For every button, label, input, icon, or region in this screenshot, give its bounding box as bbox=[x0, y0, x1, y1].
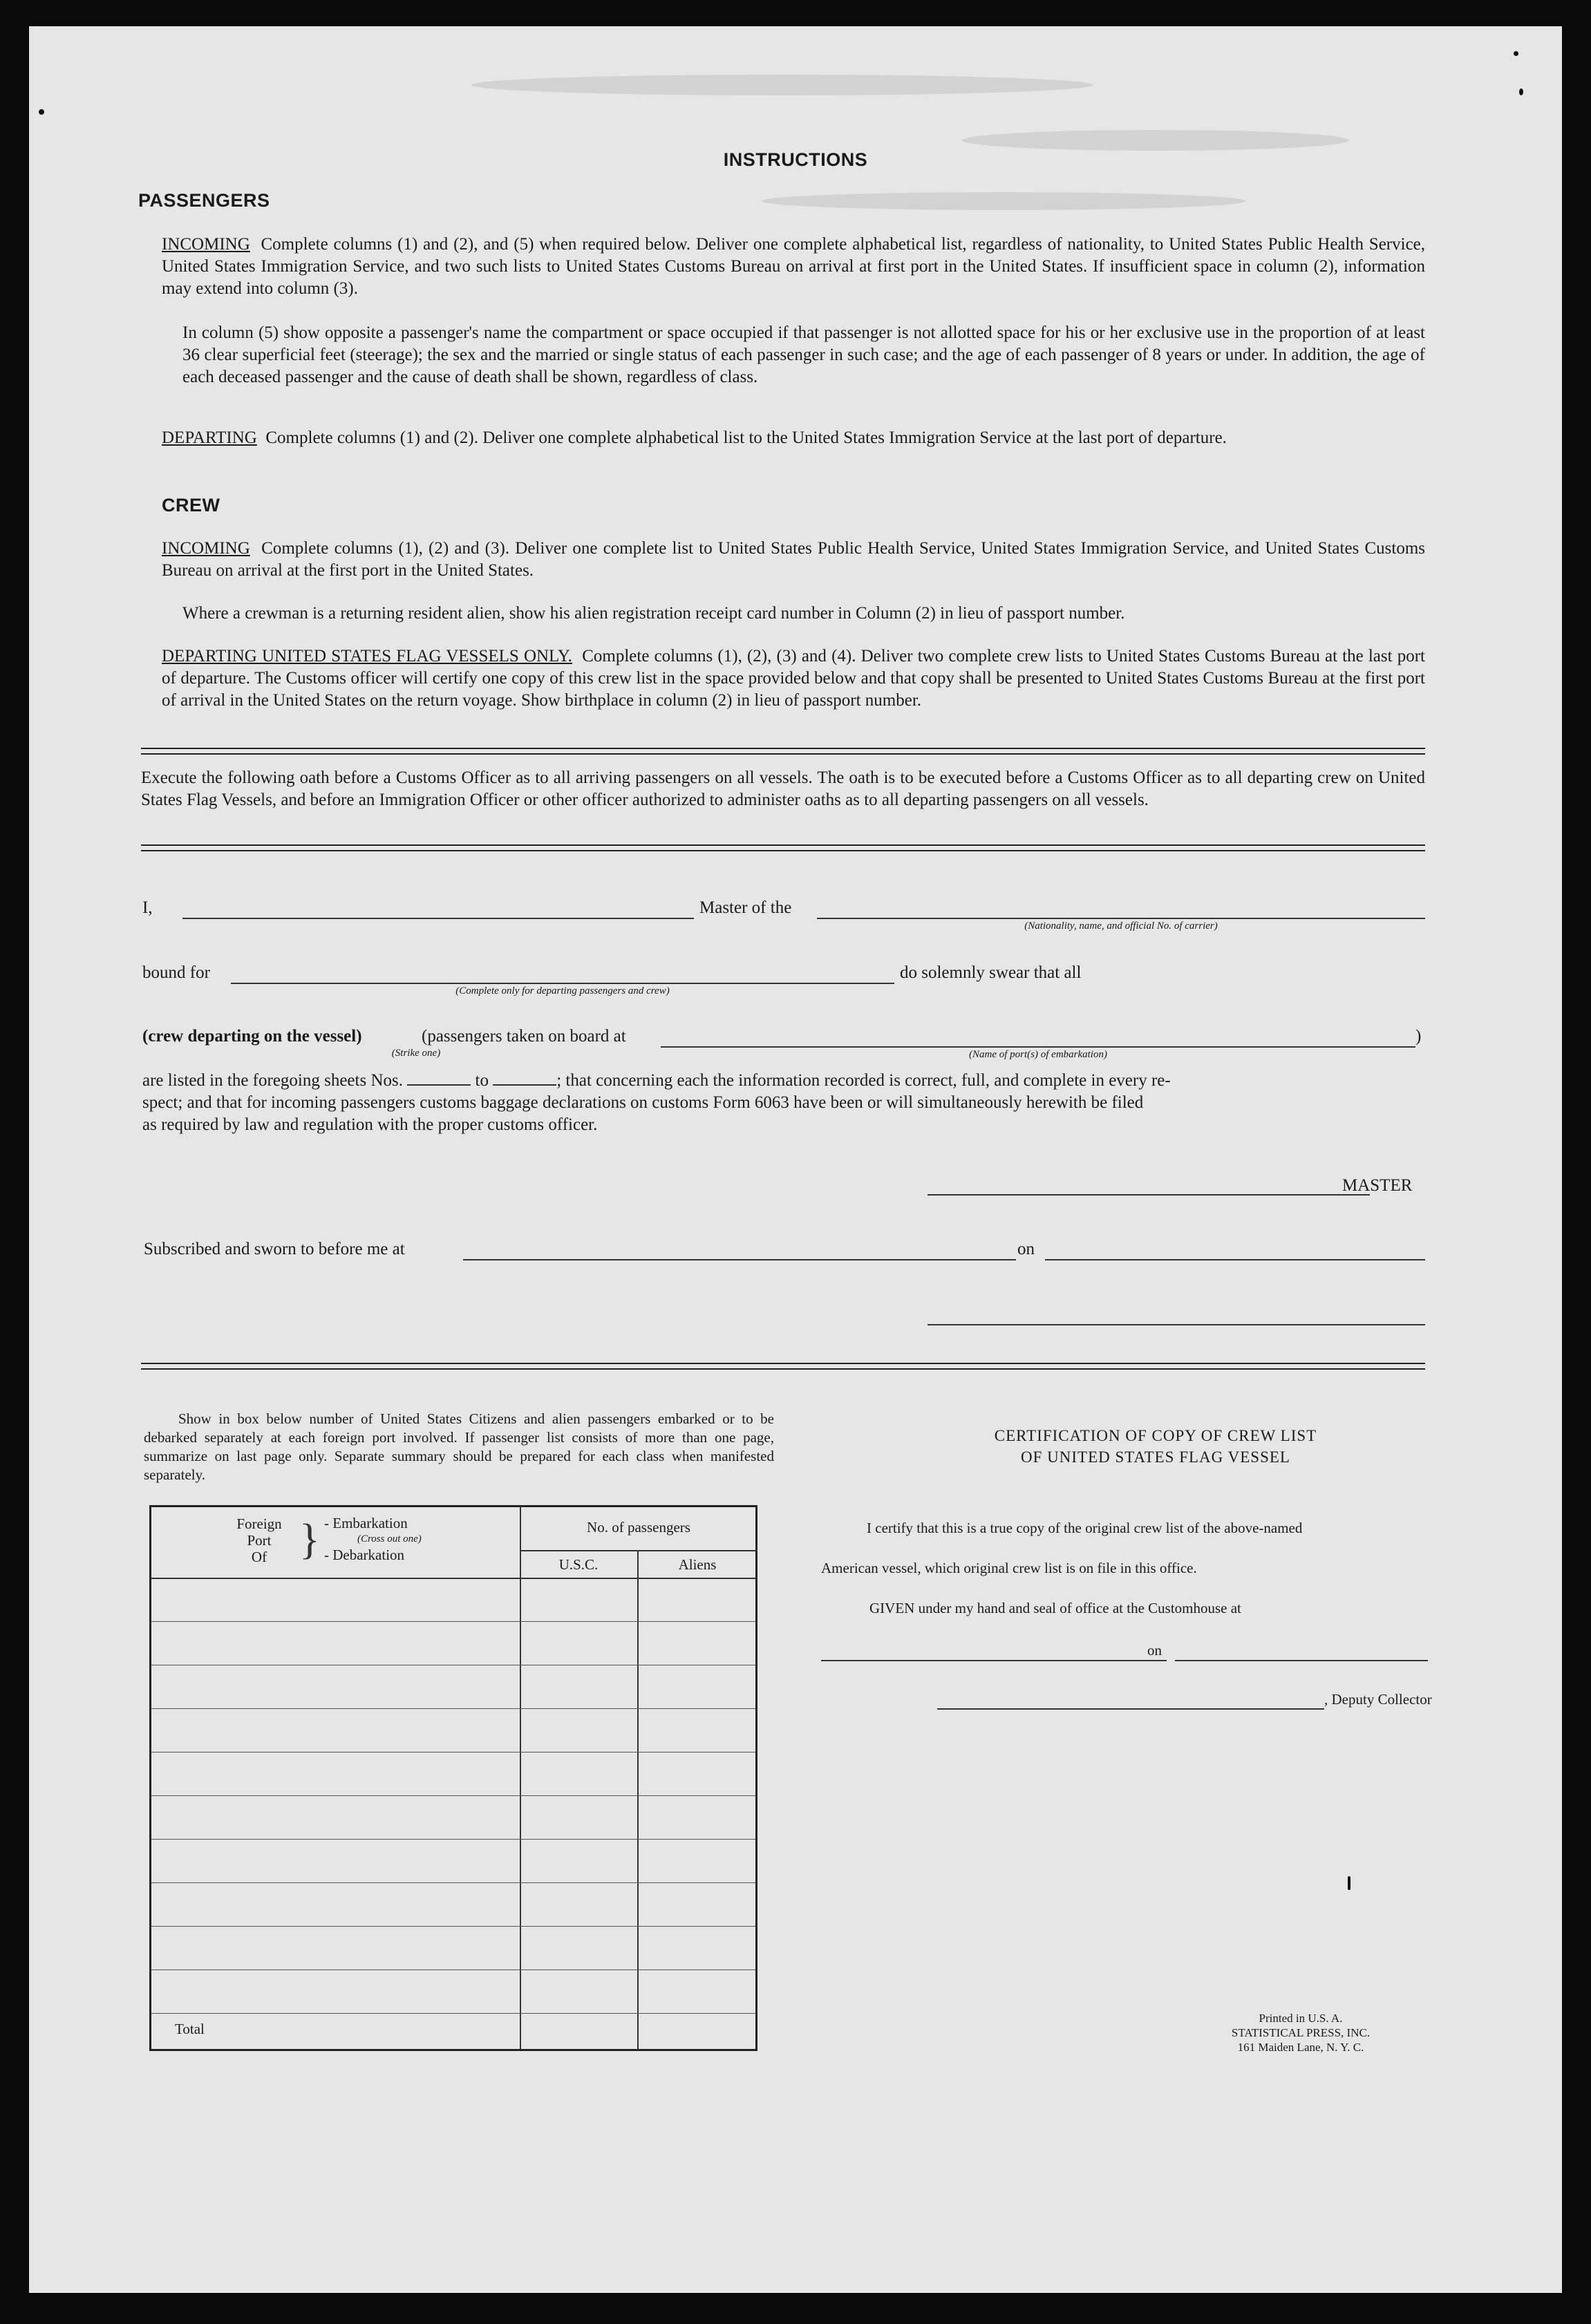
oath-listed-text bbox=[142, 1070, 1427, 1136]
listed-rest-3: as required by law and regulation with the proper customs officer. bbox=[142, 1115, 598, 1134]
passengers-departing-label: DEPARTING bbox=[162, 428, 257, 447]
table-column-divider bbox=[520, 1507, 521, 2049]
table-row[interactable] bbox=[151, 1926, 755, 1927]
bound-for-label: bound for bbox=[142, 963, 210, 982]
sworn-at-field[interactable] bbox=[463, 1259, 1016, 1260]
table-row[interactable] bbox=[151, 1752, 755, 1753]
passengers-column5-instruction: In column (5) show opposite a passenger's name the compartment or space occupied if that passenger is not allotted space for his or her exclusive use in the proportion of at least 36 clear superficial feet (steerage); the sex and the married or single status of each passenger in such case; and the age of each passenger of 8 years or under. In addition, the age of each deceased passenger and the cause of death shall be shown, regardless of class. bbox=[182, 323, 1425, 386]
given-line: GIVEN under my hand and seal of office at the Customhouse at bbox=[869, 1600, 1241, 1616]
crew-incoming-text: Complete columns (1), (2) and (3). Deliver one complete list to United States Public Health Service, United States Immigration Service, and United States Customs Bureau on arrival at the first port in the United States. bbox=[162, 539, 1426, 580]
cross-out-hint: (Cross out one) bbox=[357, 1533, 422, 1544]
certification-title bbox=[838, 1425, 1474, 1468]
port-label: Port bbox=[247, 1532, 272, 1549]
total-label: Total bbox=[175, 2021, 205, 2037]
printer-line-1: Printed in U.S. A. bbox=[1259, 2012, 1343, 2025]
on-label: on bbox=[1017, 1240, 1035, 1258]
passengers-heading: PASSENGERS bbox=[138, 190, 270, 211]
certification-on-label: on bbox=[1147, 1642, 1162, 1659]
carrier-hint: (Nationality, name, and official No. of carrier) bbox=[1024, 920, 1218, 932]
crew-incoming-label: INCOMING bbox=[162, 539, 250, 558]
sworn-date-field[interactable] bbox=[1045, 1259, 1425, 1260]
embarkation-option[interactable]: - Embarkation bbox=[324, 1515, 408, 1531]
no-of-passengers-header: No. of passengers bbox=[587, 1519, 690, 1536]
master-of-the-label: Master of the bbox=[699, 898, 792, 917]
passengers-incoming-label: INCOMING bbox=[162, 235, 250, 254]
table-column-divider bbox=[637, 1551, 639, 2049]
crew-departing-option[interactable] bbox=[142, 1027, 362, 1046]
table-header-bottom bbox=[151, 1578, 755, 1579]
swear-label: do solemnly swear that all bbox=[900, 963, 1082, 982]
crew-departing-label: DEPARTING UNITED STATES FLAG VESSELS ONLY. bbox=[162, 647, 572, 665]
passengers-incoming-instruction bbox=[162, 234, 1425, 300]
table-row[interactable] bbox=[151, 1708, 755, 1709]
certify-line-1: I certify that this is a true copy of the original crew list of the above-named bbox=[867, 1520, 1303, 1536]
table-row[interactable] bbox=[151, 1795, 755, 1796]
oath-i-label: I, bbox=[142, 898, 153, 917]
table-header-divider bbox=[520, 1550, 757, 1551]
of-label: Of bbox=[251, 1549, 267, 1565]
master-name-field[interactable] bbox=[182, 918, 694, 919]
customhouse-field[interactable] bbox=[821, 1660, 1167, 1661]
port-passenger-table bbox=[149, 1505, 757, 2051]
bleed-through-mark bbox=[471, 75, 1093, 95]
form-page bbox=[29, 26, 1562, 2293]
box-instruction: Show in box below number of United States Citizens and alien passengers embarked or to be debarked separately at each foreign port involved. If passenger list consists of more than one page, summarize on last page only. Separate summary should be prepared for each class when manifested separately. bbox=[144, 1410, 774, 1483]
stray-mark bbox=[1519, 88, 1523, 95]
crew-departing-text: Complete columns (1), (2), (3) and (4). Deliver two complete crew lists to United States Customs Bureau at the last port of departure. The Customs officer will certify one copy of this crew list in the space provided below and that copy shall be presented to United States Customs Bureau at the first port of arrival in the United States on the return voyage. Show birthplace in column (2) in lieu of passport number. bbox=[162, 647, 1426, 710]
bound-for-field[interactable] bbox=[231, 983, 894, 984]
passengers-departing-instruction bbox=[162, 427, 1425, 449]
certification-title-line-2: OF UNITED STATES FLAG VESSEL bbox=[1021, 1448, 1290, 1466]
oath-instruction: Execute the following oath before a Customs Officer as to all arriving passengers on all vessels. The oath is to be executed before a Customs Officer as to all departing crew on United States Flag Vessels, and before an Immigration Officer or other officer authorized to administer oaths as to all departing passengers on all vessels. bbox=[141, 768, 1425, 809]
crew-heading: CREW bbox=[162, 495, 220, 516]
page-title: INSTRUCTIONS bbox=[723, 149, 868, 170]
section-divider bbox=[141, 844, 1425, 851]
passengers-departing-text: Complete columns (1) and (2). Deliver one complete alphabetical list to the United States Immigration Service at the last port of departure. bbox=[265, 428, 1227, 447]
certification-date-field[interactable] bbox=[1175, 1660, 1428, 1661]
stray-mark bbox=[1514, 51, 1518, 56]
stray-mark bbox=[1348, 1876, 1350, 1890]
crew-departing-instruction bbox=[162, 645, 1425, 712]
bleed-through-mark bbox=[962, 130, 1349, 151]
brace-symbol: } bbox=[299, 1516, 320, 1563]
foreign-port-label bbox=[218, 1515, 301, 1565]
printer-line-2: STATISTICAL PRESS, INC. bbox=[1231, 2026, 1371, 2039]
printer-info bbox=[1197, 2011, 1404, 2054]
deputy-collector-label: , Deputy Collector bbox=[1324, 1691, 1432, 1708]
table-row[interactable] bbox=[151, 1839, 755, 1840]
usc-header: U.S.C. bbox=[558, 1556, 599, 1573]
listed-rest-2: spect; and that for incoming passengers customs baggage declarations on customs Form 6063 have been or will simultaneously herewith be filed bbox=[142, 1093, 1144, 1112]
close-paren: ) bbox=[1415, 1027, 1422, 1046]
crew-departing-text: (crew departing on the vessel) bbox=[142, 1027, 362, 1046]
bleed-through-mark bbox=[762, 192, 1245, 210]
sheet-from-field[interactable] bbox=[407, 1072, 471, 1086]
embarkation-options bbox=[324, 1515, 422, 1563]
bound-for-hint: (Complete only for departing passengers and crew) bbox=[455, 985, 670, 996]
section-divider bbox=[141, 748, 1425, 755]
certification-title-line-1: CERTIFICATION OF COPY OF CREW LIST bbox=[994, 1427, 1317, 1444]
subscribed-label: Subscribed and sworn to before me at bbox=[144, 1240, 405, 1258]
master-signature-field[interactable] bbox=[928, 1194, 1370, 1196]
passengers-taken-label: (passengers taken on board at bbox=[422, 1027, 626, 1046]
embarkation-port-field[interactable] bbox=[661, 1046, 1415, 1048]
table-row[interactable] bbox=[151, 1882, 755, 1883]
listed-rest-1: ; that concerning each the information recorded is correct, full, and complete in every re- bbox=[556, 1071, 1171, 1090]
officer-signature-field[interactable] bbox=[928, 1324, 1425, 1325]
sheet-to-field[interactable] bbox=[493, 1072, 556, 1086]
listed-prefix: are listed in the foregoing sheets Nos. bbox=[142, 1071, 403, 1090]
deputy-signature-field[interactable] bbox=[937, 1708, 1324, 1710]
crew-incoming-instruction bbox=[162, 538, 1425, 582]
certify-line-2: American vessel, which original crew list is on file in this office. bbox=[821, 1560, 1197, 1576]
table-row[interactable] bbox=[151, 2013, 755, 2014]
carrier-field[interactable] bbox=[817, 918, 1425, 919]
section-divider bbox=[141, 1363, 1425, 1370]
printer-line-3: 161 Maiden Lane, N. Y. C. bbox=[1237, 2041, 1364, 2054]
debarkation-option[interactable]: - Debarkation bbox=[324, 1547, 405, 1563]
aliens-header: Aliens bbox=[678, 1556, 717, 1573]
master-label: MASTER bbox=[1342, 1176, 1413, 1195]
strike-one-hint: (Strike one) bbox=[391, 1048, 441, 1059]
crew-resident-instruction: Where a crewman is a returning resident alien, show his alien registration receipt card number in Column (2) in lieu of passport number. bbox=[182, 604, 1125, 623]
to-label: to bbox=[475, 1071, 489, 1090]
port-hint: (Name of port(s) of embarkation) bbox=[969, 1049, 1107, 1060]
table-row[interactable] bbox=[151, 1621, 755, 1622]
table-row[interactable] bbox=[151, 1969, 755, 1970]
foreign-label: Foreign bbox=[236, 1515, 282, 1532]
passengers-incoming-text: Complete columns (1) and (2), and (5) when required below. Deliver one complete alphabetical list, regardless of nationality, to United States Public Health Service, United States Immigration Service, and two such lists to United States Customs Bureau on arrival at first port in the United States. If insufficient space in column (2), information may extend into column (3). bbox=[162, 235, 1426, 298]
stray-mark bbox=[39, 109, 44, 115]
